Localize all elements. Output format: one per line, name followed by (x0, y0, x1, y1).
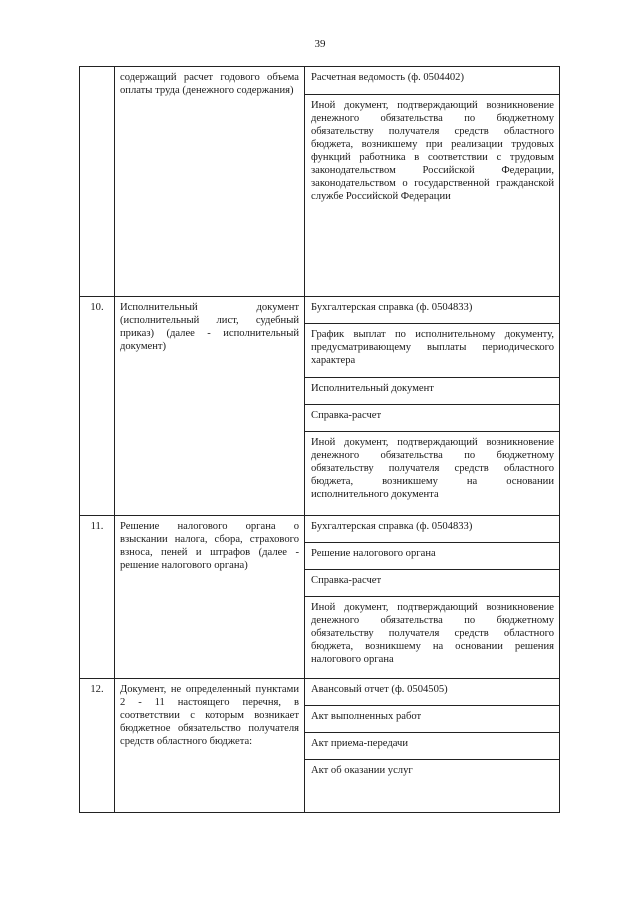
row-number-cell: 11. (80, 516, 115, 679)
document-cell: Авансовый отчет (ф. 0504505) (305, 679, 560, 706)
document-cell: Справка-расчет (305, 405, 560, 432)
document-cell: Бухгалтерская справка (ф. 0504833) (305, 516, 560, 543)
document-cell: Иной документ, подтверждающий возникновение денежного обязательства по бюджетному обязательству получателя средств областного бюджета, возникшему на основании решения налогового органа (305, 597, 560, 679)
document-cell: Справка-расчет (305, 570, 560, 597)
row-description-cell: Исполнительный документ (исполнительный лист, судебный приказ) (далее - исполнительный документ) (115, 297, 305, 516)
table-row (80, 67, 560, 95)
document-cell: Решение налогового органа (305, 543, 560, 570)
document-cell: Иной документ, подтверждающий возникновение денежного обязательства по бюджетному обязательству получателя средств областного бюджета, возникшему при реализации трудовых функций работника в соответствии с трудовым законодательством Российской Федерации, законодательством о государственной гражданской службе Российской Федерации (305, 95, 560, 297)
table-row (80, 516, 560, 543)
document-cell: Исполнительный документ (305, 378, 560, 405)
document-cell: Иной документ, подтверждающий возникновение денежного обязательства по бюджетному обязательству получателя средств областного бюджета, возникшему на основании исполнительного документа (305, 432, 560, 516)
document-list-table (79, 66, 560, 813)
document-cell: Бухгалтерская справка (ф. 0504833) (305, 297, 560, 324)
row-number-cell: 12. (80, 679, 115, 813)
table-row (80, 679, 560, 706)
row-number-cell (80, 67, 115, 297)
table-row (80, 297, 560, 324)
document-cell: Акт об оказании услуг (305, 760, 560, 813)
document-cell: График выплат по исполнительному документу, предусматривающему выплаты периодического характера (305, 324, 560, 378)
row-description-cell: Решение налогового органа о взыскании налога, сбора, страхового взноса, пеней и штрафов (далее - решение налогового органа) (115, 516, 305, 679)
page-number: 39 (314, 38, 326, 50)
row-description-cell: Документ, не определенный пунктами 2 - 11 настоящего перечня, в соответствии с которым возникает бюджетное обязательство получателя средств областного бюджета: (115, 679, 305, 813)
document-cell: Акт приема-передачи (305, 733, 560, 760)
row-number-cell: 10. (80, 297, 115, 516)
document-cell: Расчетная ведомость (ф. 0504402) (305, 67, 560, 95)
row-description-cell: содержащий расчет годового объема оплаты труда (денежного содержания) (115, 67, 305, 297)
document-cell: Акт выполненных работ (305, 706, 560, 733)
